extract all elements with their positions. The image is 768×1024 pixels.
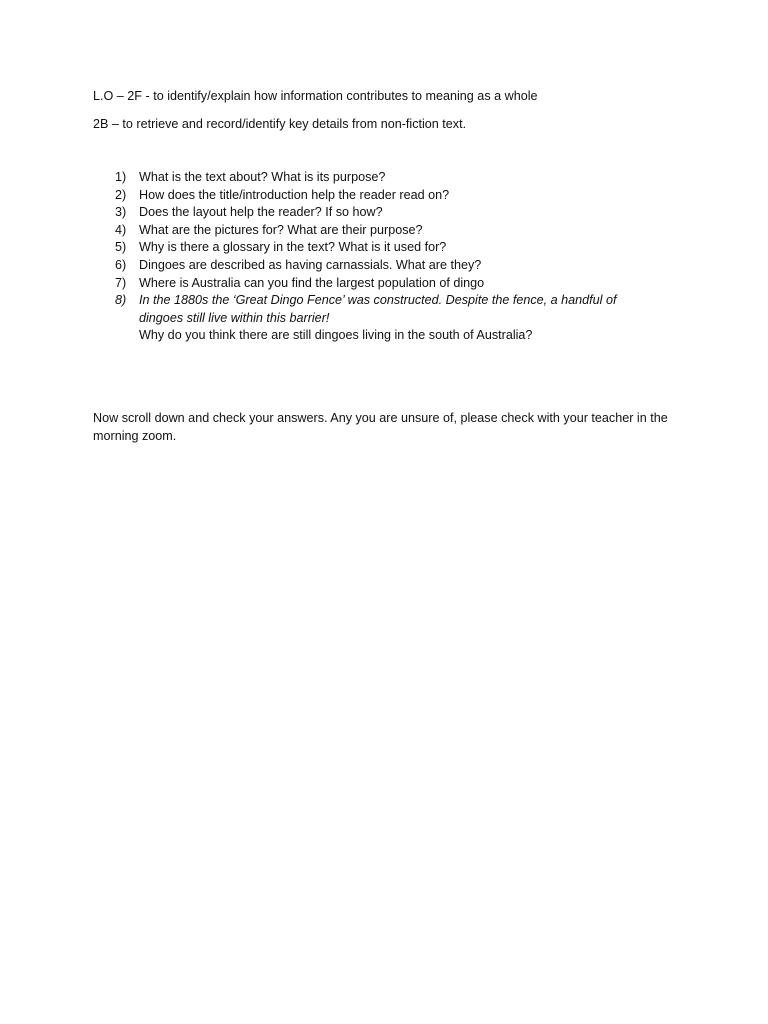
question-number: 4) <box>115 222 127 237</box>
question-text: Why is there a glossary in the text? What is it used for? <box>139 240 447 255</box>
question-followup-text: Why do you think there are still dingoes living in the south of Australia? <box>139 328 533 343</box>
question-number: 7) <box>115 275 127 290</box>
question-number: 6) <box>115 257 127 272</box>
question-text: Does the layout help the reader? If so how? <box>139 205 383 220</box>
question-text: Where is Australia can you find the largest population of dingo <box>139 275 485 290</box>
list-item <box>93 169 653 187</box>
learning-objective-2b: 2B – to retrieve and record/identify key details from non-fiction text. <box>93 117 467 131</box>
question-number: 5) <box>115 240 127 255</box>
instruction-note: Now scroll down and check your answers. Any you are unsure of, please check with your teacher in the morning zoom. <box>93 411 668 443</box>
question-list <box>93 169 653 345</box>
list-item <box>93 239 653 257</box>
question-number: 2) <box>115 187 127 202</box>
list-item <box>93 222 653 240</box>
learning-objective-2f: L.O – 2F - to identify/explain how information contributes to meaning as a whole <box>93 89 538 103</box>
question-number: 1) <box>115 170 127 184</box>
question-text: What are the pictures for? What are their purpose? <box>139 222 423 237</box>
list-item <box>93 292 653 345</box>
question-text <box>139 292 653 345</box>
list-item <box>93 204 653 222</box>
list-item <box>93 187 653 205</box>
question-text: Dingoes are described as having carnassials. What are they? <box>139 257 482 272</box>
question-number: 3) <box>115 205 127 220</box>
list-item <box>93 257 653 275</box>
question-italic-text: In the 1880s the ‘Great Dingo Fence’ was constructed. Despite the fence, a handful of dingoes still live within this barrier! <box>139 293 617 325</box>
question-number: 8) <box>115 293 127 308</box>
question-text: How does the title/introduction help the reader read on? <box>139 187 450 202</box>
question-text: What is the text about? What is its purpose? <box>139 170 386 184</box>
list-item <box>93 275 653 293</box>
